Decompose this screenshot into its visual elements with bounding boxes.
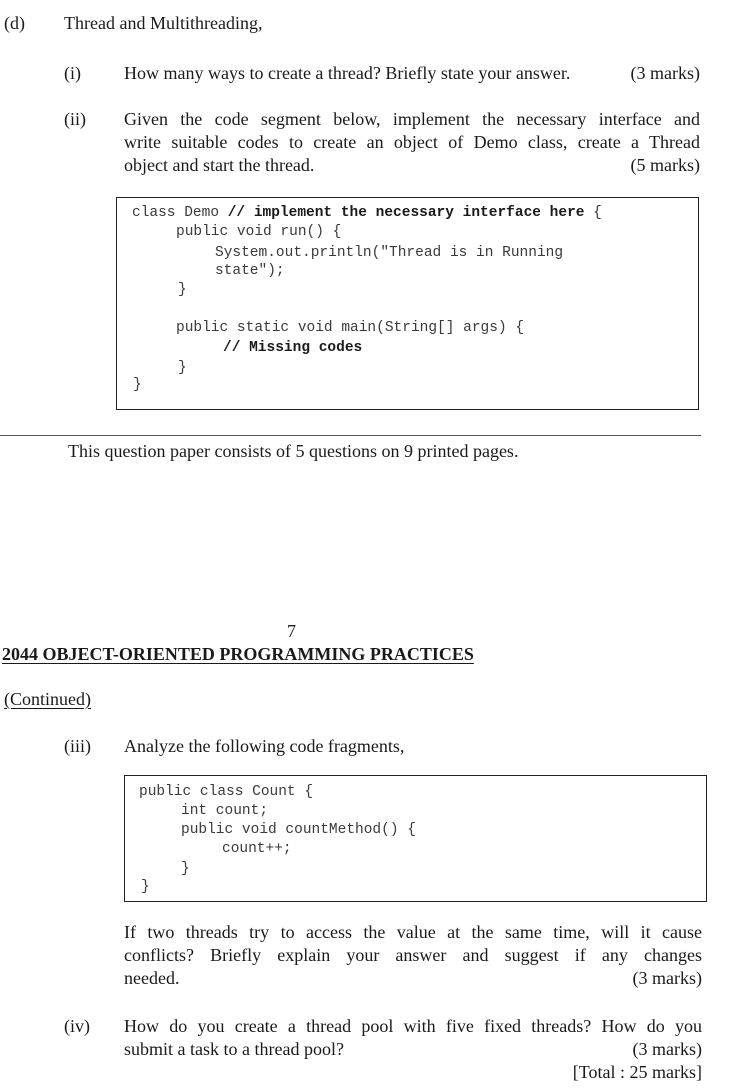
- q-i-label: (i): [64, 63, 81, 83]
- q-iii-marks: (3 marks): [632, 968, 702, 988]
- q-iv-line1: How do you create a thread pool with five fixed threads? How do you: [124, 1016, 702, 1036]
- course-title: 2044 OBJECT-ORIENTED PROGRAMMING PRACTICES: [2, 644, 474, 664]
- code-line: }: [181, 861, 190, 877]
- code-comment: // Missing codes: [223, 340, 363, 356]
- q-iv-marks: (3 marks): [632, 1039, 702, 1059]
- code-box-demo: [116, 197, 699, 410]
- code-line: class Demo // implement the necessary interface here {: [132, 205, 602, 221]
- q-ii-line2: write suitable codes to create an object of Demo class, create a Thread: [124, 132, 700, 152]
- q-ii-label: (ii): [64, 109, 86, 129]
- q-iv-line2: submit a task to a thread pool?: [124, 1039, 344, 1059]
- q-iii-label: (iii): [64, 736, 91, 756]
- code-line: count++;: [222, 841, 292, 857]
- code-line: public class Count {: [139, 784, 314, 800]
- q-iii-line3: needed.: [124, 968, 180, 988]
- code-box-count: [124, 775, 707, 902]
- code-line: public void countMethod() {: [181, 822, 416, 838]
- q-ii-marks: (5 marks): [630, 155, 700, 175]
- total-marks: [Total : 25 marks]: [572, 1062, 702, 1082]
- code-line: System.out.println("Thread is in Running: [215, 245, 564, 261]
- continued-label: (Continued): [4, 689, 91, 709]
- code-line: }: [141, 879, 150, 895]
- part-d-title: Thread and Multithreading,: [64, 13, 263, 33]
- code-line: }: [178, 282, 187, 298]
- code-line: state");: [215, 263, 285, 279]
- code-line: }: [178, 360, 187, 376]
- q-iii-line1: If two threads try to access the value at the same time, will it cause: [124, 922, 702, 942]
- q-iii-text: Analyze the following code fragments,: [124, 736, 405, 756]
- footer-note: This question paper consists of 5 questions on 9 printed pages.: [68, 441, 519, 461]
- part-d-label: (d): [4, 13, 25, 33]
- q-i-marks: (3 marks): [630, 63, 700, 83]
- page-number: 7: [287, 621, 296, 641]
- q-ii-line3: object and start the thread.: [124, 155, 315, 175]
- code-line: int count;: [181, 803, 269, 819]
- q-i-text: How many ways to create a thread? Briefly state your answer.: [124, 63, 571, 83]
- q-iii-line2: conflicts? Briefly explain your answer and suggest if any changes: [124, 945, 702, 965]
- q-iv-label: (iv): [64, 1016, 90, 1036]
- q-ii-line1: Given the code segment below, implement the necessary interface and: [124, 109, 700, 129]
- page-divider: [0, 435, 701, 436]
- code-line: public static void main(String[] args) {: [176, 320, 525, 336]
- code-line: public void run() {: [176, 224, 342, 240]
- code-line: }: [133, 377, 142, 393]
